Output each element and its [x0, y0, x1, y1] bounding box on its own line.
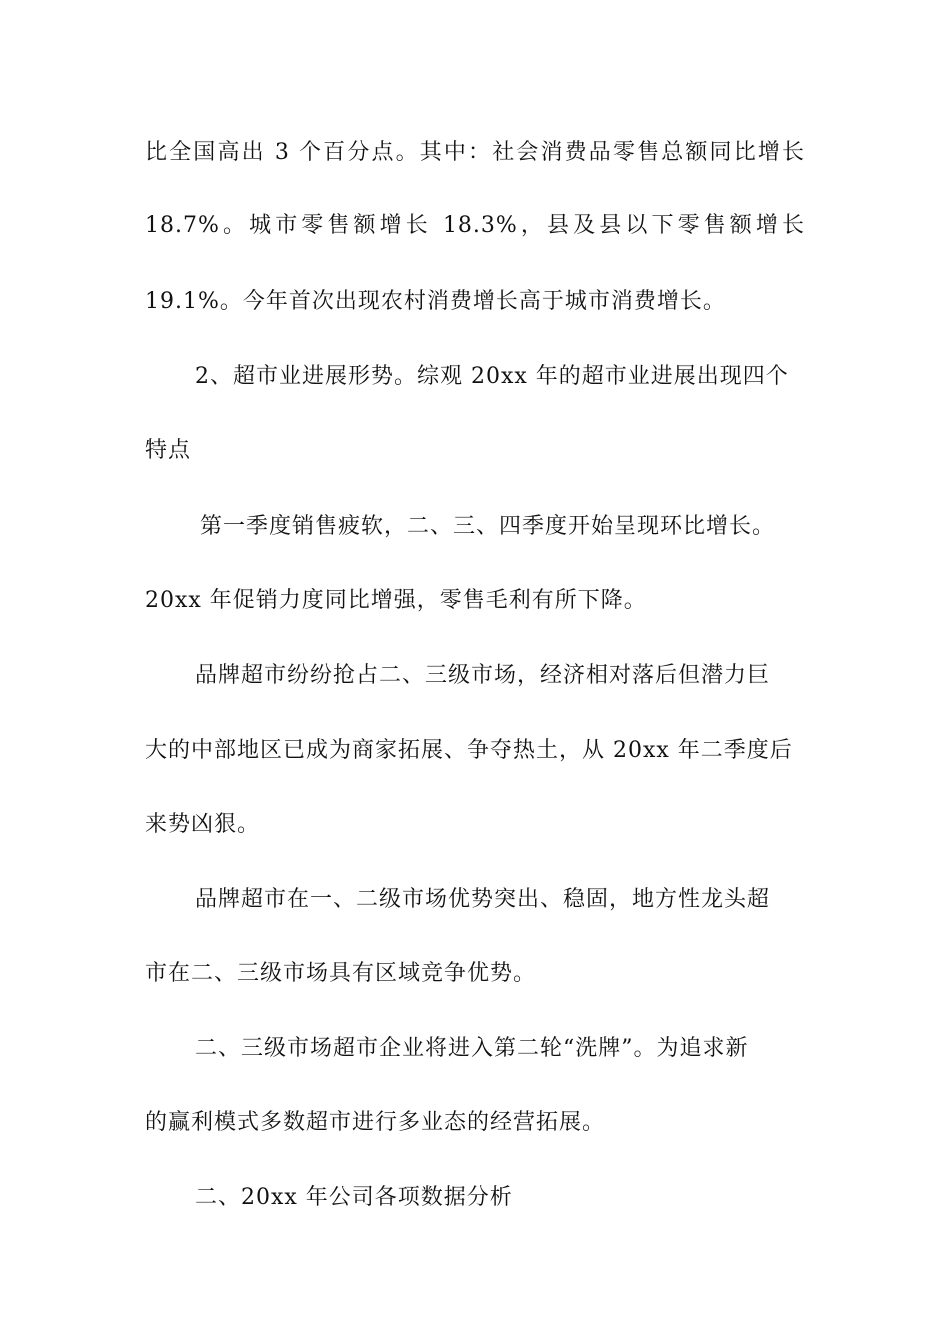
- section-heading: 二、20xx 年公司各项数据分析: [195, 1185, 513, 1210]
- text-line: 二、三级市场超市企业将进入第二轮“洗牌”。为追求新: [195, 1036, 749, 1061]
- text-line: 特点: [145, 438, 192, 463]
- text-line: 第一季度销售疲软，二、三、四季度开始呈现环比增长。: [200, 514, 776, 539]
- text-line: 19.1%。今年首次出现农村消费增长高于城市消费增长。: [145, 289, 726, 314]
- text-line: 20xx 年促销力度同比增强，零售毛利有所下降。: [145, 588, 647, 613]
- text-line: 大的中部地区已成为商家拓展、争夺热土，从 20xx 年二季度后: [145, 738, 793, 763]
- text-line: 来势凶狠。: [145, 812, 261, 837]
- paragraph-heading: 2、超市业进展形势。综观 20xx 年的超市业进展出现四个: [195, 364, 789, 389]
- text-line: 市在二、三级市场具有区域竞争优势。: [145, 961, 537, 986]
- text-line: 品牌超市纷纷抢占二、三级市场，经济相对落后但潜力巨: [195, 663, 771, 688]
- text-line: 18.7%。城市零售额增长 18.3%，县及县以下零售额增长: [145, 213, 805, 238]
- text-line: 的赢利模式多数超市进行多业态的经营拓展。: [145, 1110, 606, 1135]
- text-line: 品牌超市在一、二级市场优势突出、稳固，地方性龙头超: [195, 887, 771, 912]
- text-line: 比全国高出 3 个百分点。其中：社会消费品零售总额同比增长: [145, 140, 805, 165]
